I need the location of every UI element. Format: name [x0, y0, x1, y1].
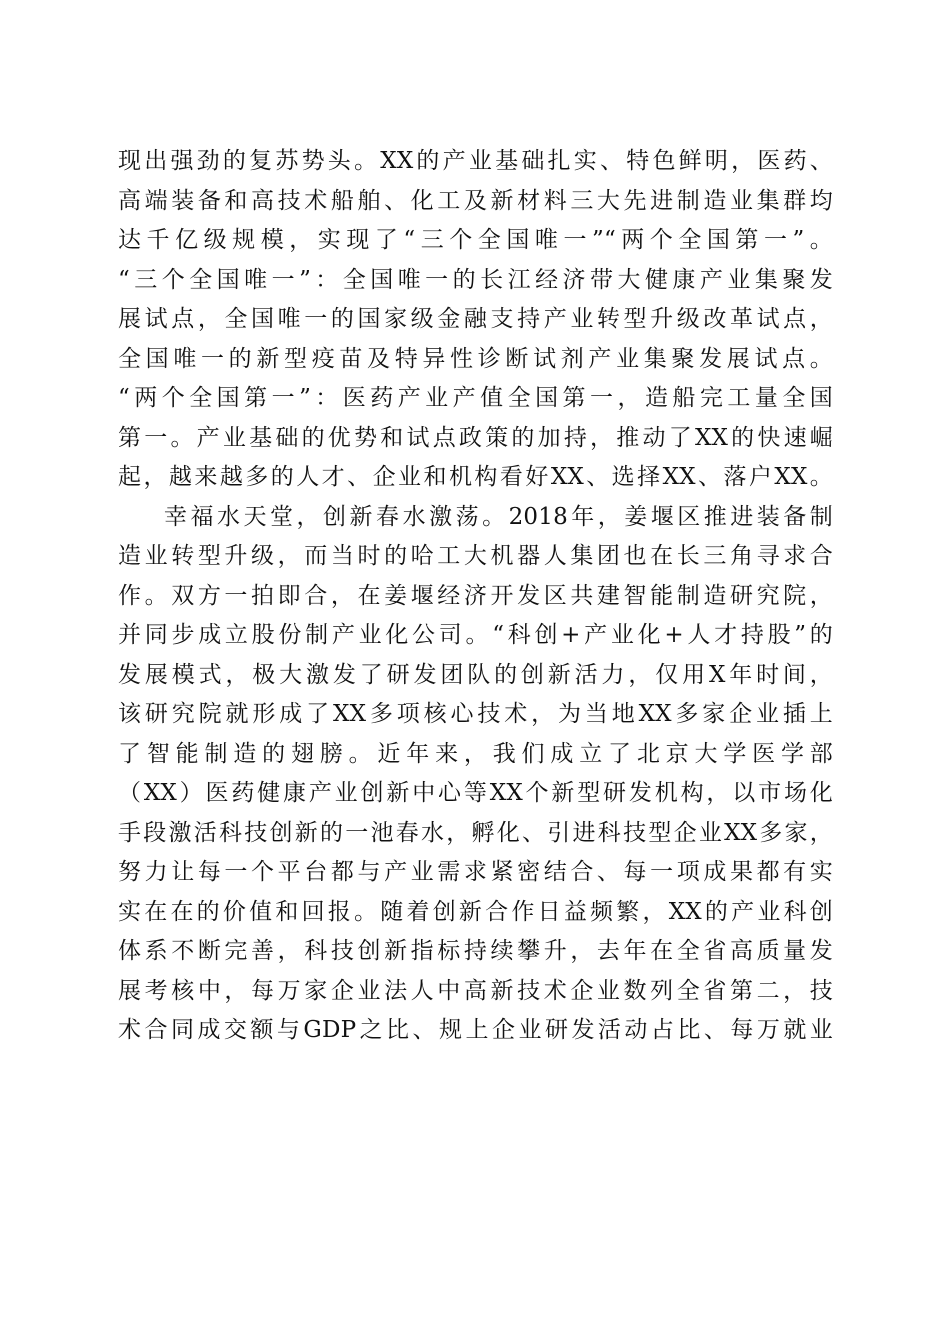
- text-line-9: 起，越来越多的人才、企业和机构看好XX、选择XX、落户XX。: [118, 464, 833, 490]
- text-line-11: 造业转型升级，而当时的哈工大机器人集团也在长三角寻求合: [118, 543, 833, 569]
- text-line-8: 第一。产业基础的优势和试点政策的加持，推动了XX的快速崛: [118, 424, 833, 451]
- text-line-17: （XX）医药健康产业创新中心等XX个新型研发机构，以市场化: [118, 780, 833, 806]
- text-line-14: 发展模式，极大激发了研发团队的创新活力，仅用X年时间，: [118, 661, 833, 688]
- text-line-7: “两个全国第一”：医药产业产值全国第一，造船完工量全国: [118, 385, 833, 411]
- text-line-3: 达千亿级规模，实现了“三个全国唯一”“两个全国第一”。: [118, 227, 833, 253]
- text-line-16: 了智能制造的翅膀。近年来，我们成立了北京大学医学部: [118, 740, 833, 767]
- text-line-18: 手段激活科技创新的一池春水，孵化、引进科技型企业XX多家，: [118, 819, 833, 846]
- text-line-6: 全国唯一的新型疫苗及特异性诊断试剂产业集聚发展试点。: [118, 345, 833, 372]
- text-line-5: 展试点，全国唯一的国家级金融支持产业转型升级改革试点，: [118, 306, 833, 332]
- body-text: [118, 142, 833, 1051]
- text-line-20: 实在在的价值和回报。随着创新合作日益频繁，XX的产业科创: [118, 898, 833, 925]
- text-line-13: 并同步成立股份制产业化公司。“科创+产业化+人才持股”的: [118, 622, 833, 648]
- text-line-2: 高端装备和高技术船舶、化工及新材料三大先进制造业集群均: [118, 187, 833, 214]
- paragraph-2-first-line: 幸福水天堂，创新春水激荡。2018年，姜堰区推进装备制: [164, 503, 833, 530]
- text-line-19: 努力让每一个平台都与产业需求紧密结合、每一项成果都有实: [118, 859, 833, 885]
- text-line-23: 术合同成交额与GDP之比、规上企业研发活动占比、每万就业: [118, 1017, 833, 1043]
- text-line-12: 作。双方一拍即合，在姜堰经济开发区共建智能制造研究院，: [118, 582, 833, 609]
- text-line-21: 体系不断完善，科技创新指标持续攀升，去年在全省高质量发: [118, 938, 833, 964]
- text-line-1: 现出强劲的复苏势头。XX的产业基础扎实、特色鲜明，医药、: [118, 148, 833, 174]
- text-line-22: 展考核中，每万家企业法人中高新技术企业数列全省第二，技: [118, 977, 833, 1004]
- text-line-15: 该研究院就形成了XX多项核心技术，为当地XX多家企业插上: [118, 701, 833, 727]
- text-line-4: “三个全国唯一”：全国唯一的长江经济带大健康产业集聚发: [118, 266, 833, 293]
